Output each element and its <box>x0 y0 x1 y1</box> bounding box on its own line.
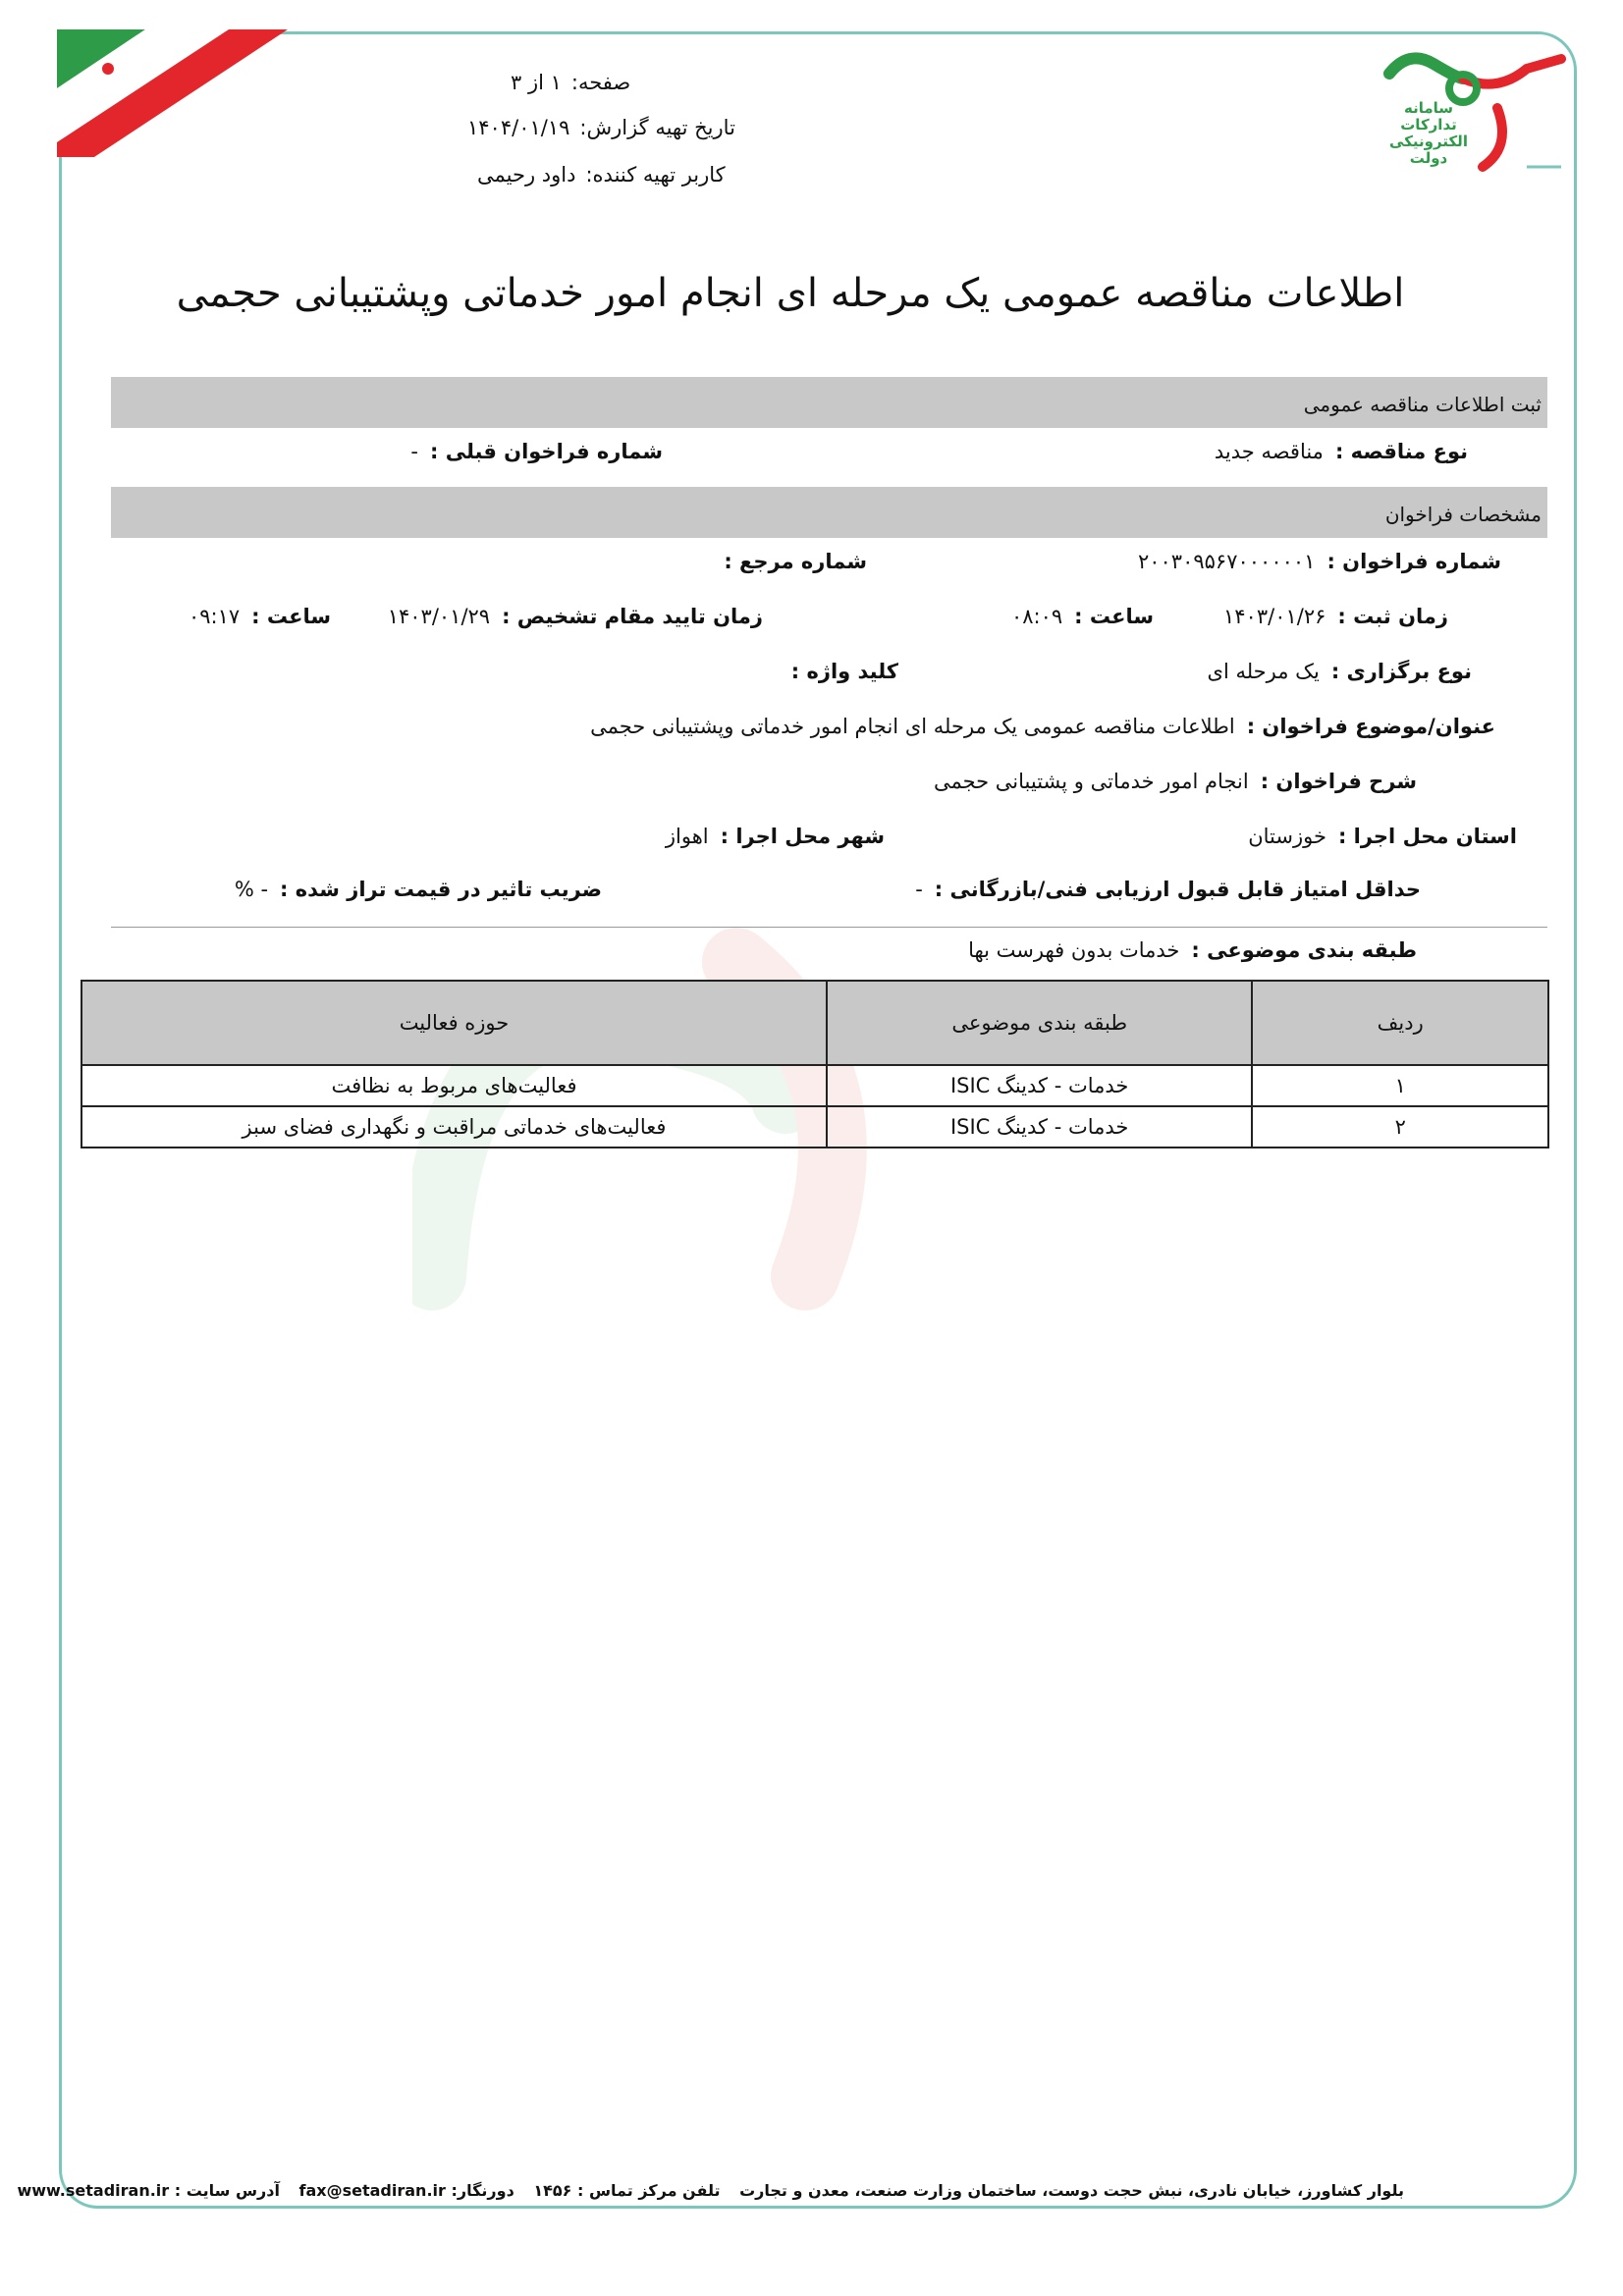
min-score-label: حداقل امتیاز قابل قبول ارزیابی فنی/بازرگانی : <box>934 878 1421 901</box>
logo-text-line: دولت <box>1409 149 1448 167</box>
province-label: استان محل اجرا : <box>1337 825 1517 848</box>
field-description <box>934 770 1417 793</box>
field-reg-time <box>1223 605 1448 628</box>
column-header-activity-area: حوزه فعالیت <box>81 981 827 1065</box>
description-label: شرح فراخوان : <box>1260 770 1417 793</box>
report-date-label: تاریخ تهیه گزارش: <box>579 116 735 139</box>
field-approval-hour <box>189 605 331 628</box>
reg-hour-label: ساعت : <box>1074 605 1154 628</box>
field-subject <box>590 715 1495 738</box>
table-cell: ۱ <box>1252 1065 1548 1106</box>
subject-label: عنوان/موضوع فراخوان : <box>1246 715 1495 738</box>
province-value: خوزستان <box>1248 825 1326 848</box>
field-call-number <box>1138 550 1501 573</box>
category-label: طبقه بندی موضوعی : <box>1191 938 1417 962</box>
ref-number-label: شماره مرجع : <box>724 550 867 573</box>
page-number <box>511 71 630 94</box>
field-holding-type <box>1208 660 1472 683</box>
field-keyword <box>780 660 898 683</box>
section-band-register: ثبت اطلاعات مناقصه عمومی <box>111 377 1547 428</box>
table-cell: خدمات - کدینگ ISIC <box>827 1106 1252 1148</box>
description-value: انجام امور خدماتی و پشتیبانی حجمی <box>933 770 1249 793</box>
keyword-label: کلید واژه : <box>790 660 898 683</box>
approval-value: ۱۴۰۳/۰۱/۲۹ <box>387 605 491 628</box>
call-number-value: ۲۰۰۳۰۹۵۶۷۰۰۰۰۰۰۱ <box>1137 550 1316 573</box>
prev-call-label: شماره فراخوان قبلی : <box>429 440 663 463</box>
subject-value: اطلاعات مناقصه عمومی یک مرحله ای انجام امور خدماتی وپشتیبانی حجمی <box>590 715 1235 738</box>
page-number-label: صفحه: <box>570 71 631 94</box>
activity-table <box>81 980 1549 1148</box>
tender-type-value: مناقصه جدید <box>1214 440 1324 463</box>
reg-hour-value: ۰۸:۰۹ <box>1010 605 1063 628</box>
footer-address: بلوار کشاورز، خیابان نادری، نبش حجت دوست، ساختمان وزارت صنعت، معدن و تجارت <box>739 2181 1404 2200</box>
report-date <box>467 116 735 139</box>
divider <box>111 927 1547 928</box>
approval-label: زمان تایید مقام تشخیص : <box>502 605 763 628</box>
column-header-category: طبقه بندی موضوعی <box>827 981 1252 1065</box>
coef-label: ضریب تاثیر در قیمت تراز شده : <box>280 878 602 901</box>
table-cell: خدمات - کدینگ ISIC <box>827 1065 1252 1106</box>
table-header-row <box>81 981 1548 1065</box>
table-cell: فعالیت‌های مربوط به نظافت <box>81 1065 827 1106</box>
city-value: اهواز <box>665 825 709 848</box>
iran-flag-icon <box>57 29 293 157</box>
call-number-label: شماره فراخوان : <box>1326 550 1501 573</box>
table-cell: فعالیت‌های خدماتی مراقبت و نگهداری فضای سبز <box>81 1106 827 1148</box>
coef-value: - % <box>234 878 269 901</box>
approval-hour-label: ساعت : <box>251 605 331 628</box>
logo-text-line: سامانه <box>1403 99 1454 117</box>
page-number-value: ۱ از ۳ <box>511 71 562 94</box>
category-value: خدمات بدون فهرست بها <box>968 938 1180 962</box>
tender-type-label: نوع مناقصه : <box>1334 440 1468 463</box>
reg-time-label: زمان ثبت : <box>1337 605 1448 628</box>
field-coef <box>235 878 602 901</box>
prepared-by-value: داود رحیمی <box>477 163 576 187</box>
holding-type-value: یک مرحله ای <box>1207 660 1320 683</box>
prepared-by <box>477 163 726 187</box>
table-row <box>81 1065 1548 1106</box>
field-prev-call <box>410 440 663 463</box>
field-category <box>968 938 1417 962</box>
holding-type-label: نوع برگزاری : <box>1330 660 1472 683</box>
prev-call-value: - <box>410 440 418 463</box>
footer-phone: تلفن مرکز تماس : ۱۴۵۶ <box>533 2181 721 2200</box>
table-cell: ۲ <box>1252 1106 1548 1148</box>
report-date-value: ۱۴۰۴/۰۱/۱۹ <box>467 116 570 139</box>
approval-hour-value: ۰۹:۱۷ <box>188 605 241 628</box>
logo-text-line: الکترونیکی <box>1389 133 1468 150</box>
city-label: شهر محل اجرا : <box>720 825 885 848</box>
field-ref-number <box>712 550 867 573</box>
field-reg-hour <box>1011 605 1154 628</box>
section-band-call-specs: مشخصات فراخوان <box>111 487 1547 538</box>
reg-time-value: ۱۴۰۳/۰۱/۲۶ <box>1223 605 1326 628</box>
page-title: اطلاعات مناقصه عمومی یک مرحله ای انجام امور خدماتی وپشتیبانی حجمی <box>176 271 1405 316</box>
footer-site: آدرس سایت : www.setadiran.ir <box>17 2181 280 2200</box>
logo-text-line: تدارکات <box>1400 116 1457 133</box>
column-header-row-number: ردیف <box>1252 981 1548 1065</box>
setad-logo <box>1380 39 1566 211</box>
field-province <box>1248 825 1517 848</box>
page-footer <box>17 2181 1404 2200</box>
footer-fax: دورنگار: fax@setadiran.ir <box>298 2181 514 2200</box>
prepared-by-label: کاربر تهیه کننده: <box>585 163 726 187</box>
field-tender-type <box>1215 440 1468 463</box>
min-score-value: - <box>915 878 923 901</box>
field-approval-time <box>388 605 763 628</box>
table-row <box>81 1106 1548 1148</box>
field-city <box>666 825 885 848</box>
field-min-score <box>915 878 1421 901</box>
